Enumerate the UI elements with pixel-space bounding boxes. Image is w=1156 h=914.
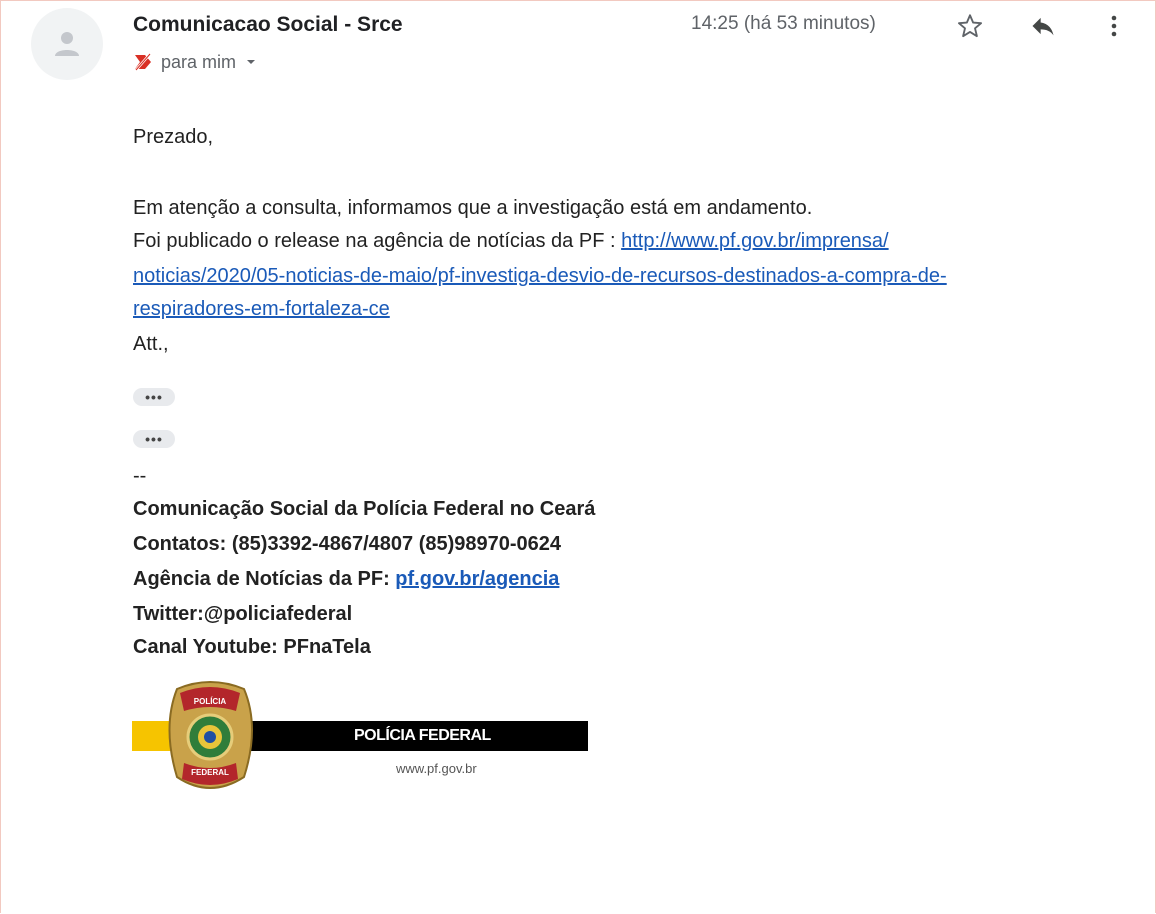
more-options-button[interactable] [1096, 8, 1132, 44]
body-line-1: Em atenção a consulta, informamos que a investigação está em andamento. [133, 197, 813, 219]
signature-org: Comunicação Social da Polícia Federal no Ceará [133, 498, 596, 520]
show-trimmed-content-button[interactable]: ••• [133, 388, 175, 406]
logo-title: POLÍCIA FEDERAL [354, 727, 491, 744]
person-icon [52, 29, 82, 59]
policia-federal-logo [132, 667, 590, 803]
sender-avatar[interactable] [31, 8, 103, 80]
release-link-start[interactable]: http://www.pf.gov.br/imprensa/ [621, 230, 889, 252]
signature-twitter: Twitter:@policiafederal [133, 603, 353, 625]
body-line-4 [133, 298, 390, 321]
signature-agency-label: Agência de Notícias da PF: [133, 568, 390, 590]
star-button[interactable] [952, 8, 988, 44]
body-line-2-text: Foi publicado o release na agência de notícias da PF : [133, 230, 616, 252]
body-line-2 [133, 230, 889, 253]
reply-icon [1029, 12, 1057, 40]
show-trimmed-content-button[interactable]: ••• [133, 430, 175, 448]
chevron-down-icon[interactable] [244, 55, 258, 69]
agency-link[interactable]: pf.gov.br/agencia [395, 568, 560, 590]
yellow-stripe [132, 721, 172, 751]
closing-text: Att., [133, 333, 169, 355]
message-timestamp: 14:25 (há 53 minutos) [691, 13, 876, 34]
signature-agency [133, 568, 559, 591]
logo-url: www.pf.gov.br [396, 761, 477, 776]
more-vert-icon [1102, 12, 1126, 40]
greeting-text: Prezado, [133, 126, 214, 148]
recipient-label: para mim [161, 51, 237, 72]
reply-button[interactable] [1025, 8, 1061, 44]
release-link-middle[interactable]: noticias/2020/05-noticias-de-maio/pf-investiga-desvio-de-recursos-destinados-a-compra-de- [133, 265, 947, 287]
badge-top-text: POLÍCIA [193, 697, 227, 706]
signature-youtube: Canal Youtube: PFnaTela [133, 636, 371, 658]
signature-contacts: Contatos: (85)3392-4867/4807 (85)98970-0624 [133, 533, 562, 555]
recipient-details[interactable] [133, 48, 258, 76]
star-icon [956, 12, 984, 40]
body-line-3 [133, 265, 947, 288]
signature-separator: -- [133, 465, 147, 487]
sender-name[interactable]: Comunicacao Social - Srce [133, 13, 403, 36]
release-link-end[interactable]: respiradores-em-fortaleza-ce [133, 298, 390, 320]
important-marker-icon [133, 52, 153, 72]
badge-bottom-text: FEDERAL [191, 768, 229, 777]
